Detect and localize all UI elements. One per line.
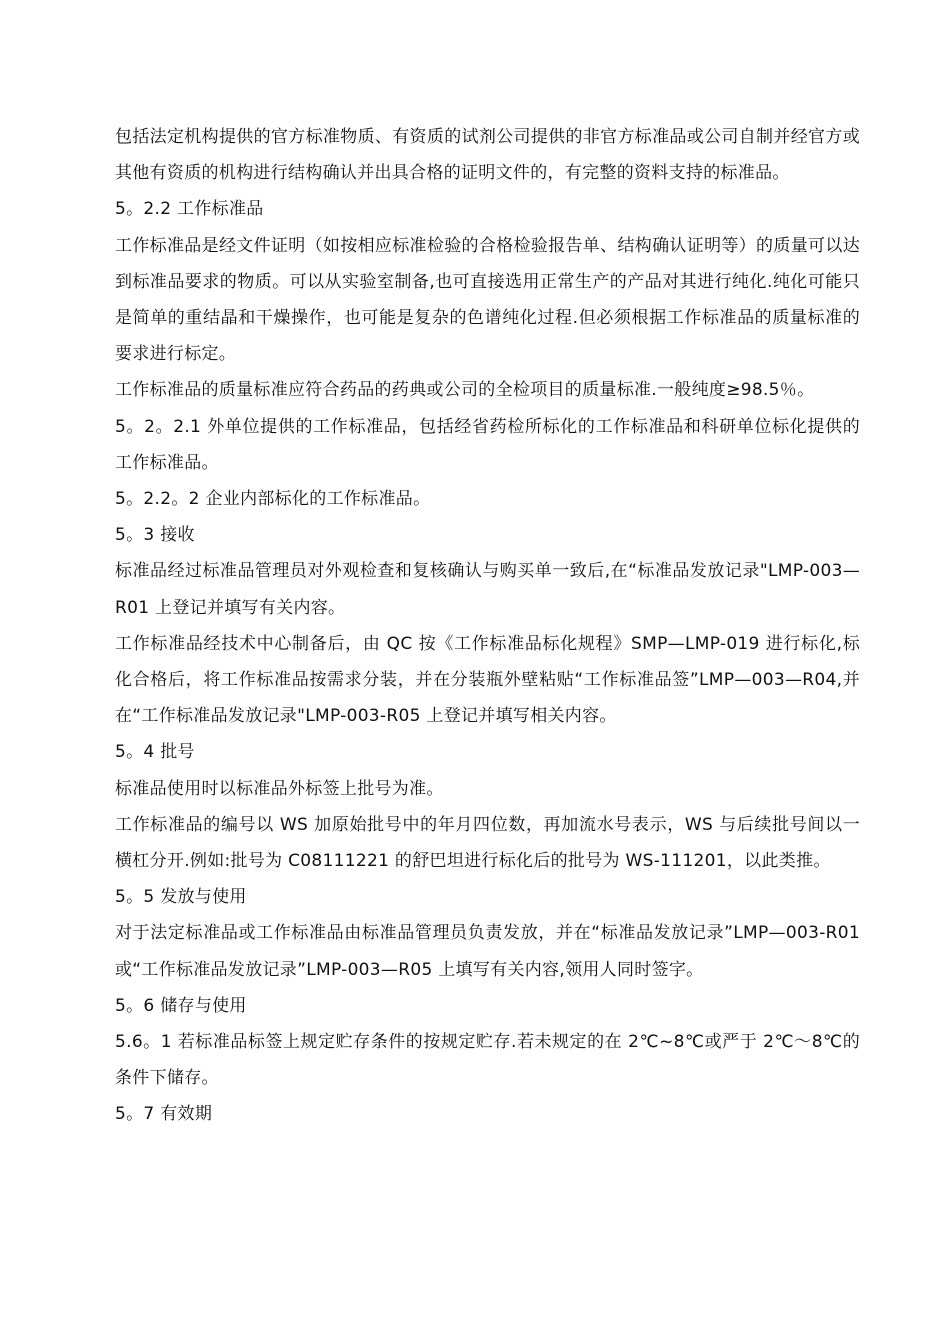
section-heading-5-6: 5。6 储存与使用 — [115, 995, 247, 1016]
section-heading-5-5: 5。5 发放与使用 — [115, 887, 247, 908]
paragraph-working-standard-definition: 工作标准品是经文件证明（如按相应标准检验的合格检验报告单、结构确认证明等）的质量可以达到标准品要求的物质。可以从实验室制备,也可直接选用正常生产的产品对其进行纯化.纯化可能只是简单的重结晶和干燥操作，也可能是复杂的色谱纯化过程.但必须根据工作标准品的质量标准的要求进行标定。 — [115, 235, 860, 365]
paragraph-standard-definition: 包括法定机构提供的官方标准物质、有资质的试剂公司提供的非官方标准品或公司自制并经官方或其他有资质的机构进行结构确认并出具合格的证明文件的，有完整的资料支持的标准品。 — [115, 127, 860, 184]
section-heading-5-2-2: 5。2.2 工作标准品 — [115, 199, 264, 220]
paragraph-receiving-standard: 标准品经过标准品管理员对外观检查和复核确认与购买单一致后,在“标准品发放记录"LMP-003—R01 上登记并填写有关内容。 — [115, 561, 860, 618]
paragraph-5-2-2-1: 5。2。2.1 外单位提供的工作标准品，包括经省药检所标化的工作标准品和科研单位标化提供的工作标准品。 — [115, 416, 860, 473]
paragraph-storage-conditions: 5.6。1 若标准品标签上规定贮存条件的按规定贮存.若未规定的在 2℃~8℃或严于 2℃～8℃的条件下储存。 — [115, 1032, 860, 1089]
section-heading-5-3: 5。3 接收 — [115, 525, 195, 546]
document-body — [115, 119, 860, 1133]
paragraph-receiving-working-standard: 工作标准品经技术中心制备后，由 QC 按《工作标准品标化规程》SMP—LMP-019 进行标化,标化合格后，将工作标准品按需求分装，并在分装瓶外壁粘贴“工作标准品签”LMP—003—R04,并在“工作标准品发放记录"LMP-003-R05 上登记并填写相关内容。 — [115, 633, 860, 727]
paragraph-issuance: 对于法定标准品或工作标准品由标准品管理员负责发放，并在“标准品发放记录”LMP—003-R01 或“工作标准品发放记录”LMP-003—R05 上填写有关内容,领用人同时签字。 — [115, 923, 860, 980]
paragraph-working-standard-numbering: 工作标准品的编号以 WS 加原始批号中的年月四位数，再加流水号表示，WS 与后续批号间以一横杠分开.例如:批号为 C08111221 的舒巴坦进行标化后的批号为 WS-111201，以此类推。 — [115, 814, 860, 872]
section-heading-5-4: 5。4 批号 — [115, 742, 195, 763]
paragraph-working-standard-purity: 工作标准品的质量标准应符合药品的药典或公司的全检项目的质量标准.一般纯度≥98.5％。 — [115, 380, 815, 401]
section-heading-5-2-2-2: 5。2.2。2 企业内部标化的工作标准品。 — [115, 489, 431, 510]
section-heading-5-7: 5。7 有效期 — [115, 1104, 213, 1125]
paragraph-batch-number-rule: 标准品使用时以标准品外标签上批号为准。 — [115, 778, 444, 799]
